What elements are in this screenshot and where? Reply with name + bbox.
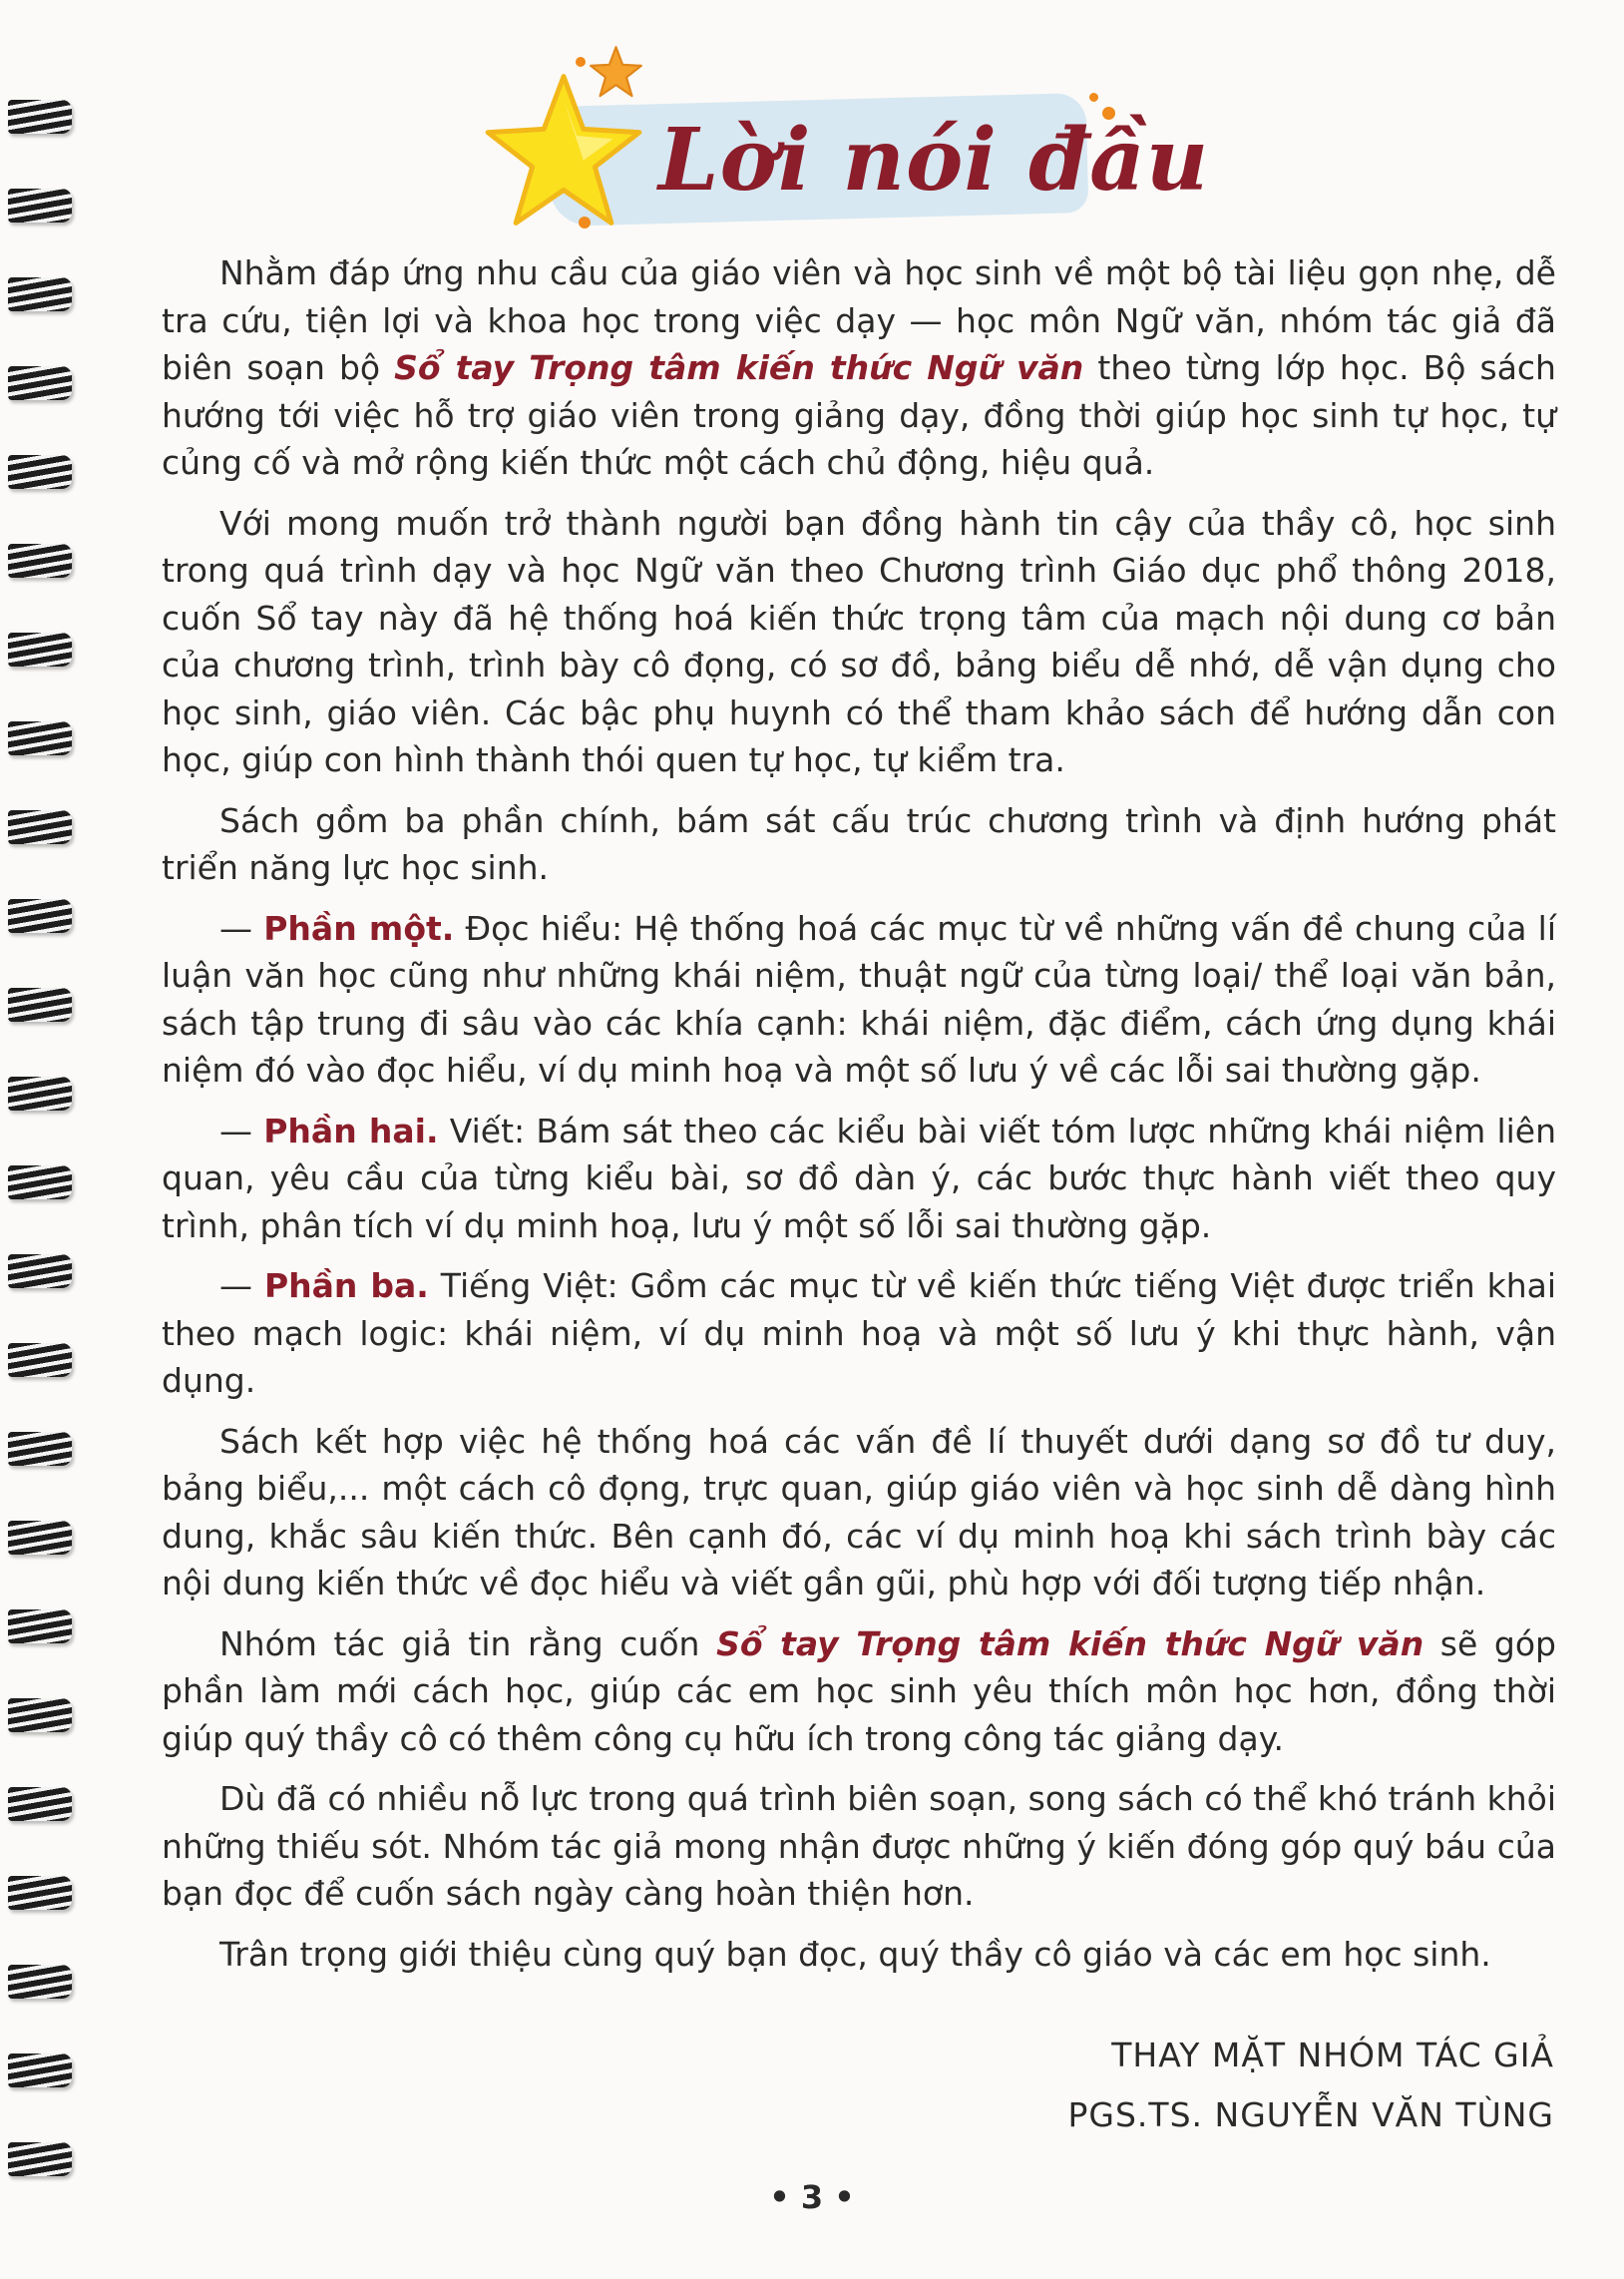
spiral-ring xyxy=(8,2142,72,2176)
spiral-ring xyxy=(8,899,72,933)
paragraph-method: Sách kết hợp việc hệ thống hoá các vấn đề lí thuyết dưới dạng sơ đồ tư duy, bảng biểu,... một cách cô đọng, trực quan, giúp giáo viên và học sinh dễ dàng hình dung, khắc sâu kiến thức. Bên cạnh đó, các ví dụ minh hoạ khi sách trình bày các nội dung kiến thức về đọc hiểu và viết gần gũi, phù hợp với đối tượng tiếp nhận. xyxy=(162,1421,1556,1602)
spiral-ring xyxy=(8,1165,72,1199)
part-label: Phần hai. xyxy=(263,1111,439,1150)
spiral-ring xyxy=(8,455,72,489)
spiral-ring xyxy=(8,544,72,578)
spiral-ring xyxy=(8,988,72,1022)
spiral-ring xyxy=(8,366,72,400)
spiral-ring xyxy=(8,1787,72,1821)
paragraph-text: Tiếng Việt: Gồm các mục từ về kiến thức tiếng Việt được triển khai theo mạch logic: khái niệm, ví dụ minh hoạ và một số lưu ý khi thực hành, vận dụng. xyxy=(162,1266,1557,1400)
page-title: Lời nói đầu xyxy=(658,110,1210,211)
paragraph-feedback: Dù đã có nhiều nỗ lực trong quá trình biên soạn, song sách có thể khó tránh khỏi những thiếu sót. Nhóm tác giả mong nhận được những ý kiến đóng góp quý báu của bạn đọc để cuốn sách ngày càng hoàn thiện hơn. xyxy=(162,1779,1556,1913)
paragraph-part-one xyxy=(162,905,1556,1095)
paragraph-text: Nhóm tác giả tin rằng cuốn xyxy=(219,1623,717,1663)
part-label: Phần một. xyxy=(263,908,455,948)
decor-dot xyxy=(576,57,586,67)
body-text xyxy=(162,249,1556,1991)
paragraph-structure: Sách gồm ba phần chính, bám sát cấu trúc chương trình và định hướng phát triển năng lực học sinh. xyxy=(162,800,1556,887)
dash: — xyxy=(219,908,264,948)
decor-dot xyxy=(1089,93,1098,102)
paragraph-intro xyxy=(162,249,1556,487)
page-number: • 3 • xyxy=(769,2178,855,2216)
spiral-ring xyxy=(8,189,72,223)
spiral-ring xyxy=(8,633,72,667)
part-label: Phần ba. xyxy=(263,1266,429,1305)
spiral-ring xyxy=(8,1432,72,1466)
paragraph-part-three xyxy=(162,1262,1556,1405)
spiral-ring xyxy=(8,810,72,844)
book-title-highlight: Sổ tay Trọng tâm kiến thức Ngữ văn xyxy=(394,348,1084,387)
decor-dot xyxy=(579,217,591,228)
paragraph-text: Viết: Bám sát theo các kiểu bài viết tóm lược những khái niệm liên quan, yêu cầu của từng kiểu bài, sơ đồ dàn ý, các bước thực hành viết theo quy trình, phân tích ví dụ minh hoạ, lưu ý một số lỗi sai thường gặp. xyxy=(162,1111,1557,1245)
spiral-ring xyxy=(8,277,72,311)
spiral-binding xyxy=(0,100,90,2225)
signature-line-2: PGS.TS. NGUYỄN VĂN TÙNG xyxy=(1067,2095,1554,2134)
title-header xyxy=(479,45,1210,234)
spiral-ring xyxy=(8,1609,72,1643)
spiral-ring xyxy=(8,1077,72,1111)
spiral-ring xyxy=(8,1698,72,1732)
spiral-ring xyxy=(8,1521,72,1555)
small-star-icon xyxy=(589,45,643,100)
paragraph-part-two xyxy=(162,1108,1556,1250)
spiral-ring xyxy=(8,1254,72,1288)
paragraph-text: theo từng lớp học. Bộ sách hướng tới việc hỗ trợ giáo viên trong giảng dạy, đồng thời giúp học sinh tự học, tự củng cố và mở rộng kiến thức một cách chủ động, hiệu quả. xyxy=(162,348,1556,482)
spiral-ring xyxy=(8,721,72,755)
paragraph-purpose: Với mong muốn trở thành người bạn đồng hành tin cậy của thầy cô, học sinh trong quá trình dạy và học Ngữ văn theo Chương trình Giáo dục phổ thông 2018, cuốn Sổ tay này đã hệ thống hoá kiến thức trọng tâm của mạch nội dung cơ bản của chương trình, trình bày cô đọng, có sơ đồ, bảng biểu dễ nhớ, dễ vận dụng cho học sinh, giáo viên. Các bậc phụ huynh có thể tham khảo sách để hướng dẫn con học, giúp con hình thành thói quen tự học, tự kiểm tra. xyxy=(162,503,1556,779)
paragraph-text: Nhằm đáp ứng nhu cầu của giáo viên và học sinh về một bộ tài liệu gọn nhẹ, dễ tra cứu, tiện lợi và khoa học trong việc dạy — học môn Ngữ văn, nhóm tác giả đã biên soạn bộ xyxy=(162,253,1556,387)
signature-line-1: THAY MẶT NHÓM TÁC GIẢ xyxy=(1111,2036,1554,2074)
dash: — xyxy=(219,1266,264,1305)
paragraph-text: Đọc hiểu: Hệ thống hoá các mục từ về những vấn đề chung của lí luận văn học cũng như những khái niệm, thuật ngữ của từng loại/ thể loại văn bản, sách tập trung đi sâu vào các khía cạnh: khái niệm, đặc điểm, cách ứng dụng khái niệm đó vào đọc hiểu, ví dụ minh hoạ và một số lưu ý về các lỗi sai thường gặp. xyxy=(162,908,1556,1090)
dash: — xyxy=(219,1111,264,1150)
spiral-ring xyxy=(8,1876,72,1910)
spiral-ring xyxy=(8,1343,72,1377)
book-title-highlight: Sổ tay Trọng tâm kiến thức Ngữ văn xyxy=(716,1623,1424,1663)
paragraph-text: sẽ góp phần làm mới cách học, giúp các em học sinh yêu thích môn học hơn, đồng thời giúp quý thầy cô có thêm công cụ hữu ích trong công tác giảng dạy. xyxy=(162,1623,1556,1758)
spiral-ring xyxy=(8,2053,72,2087)
paragraph-belief xyxy=(162,1620,1556,1763)
spiral-ring xyxy=(8,100,72,134)
spiral-ring xyxy=(8,1965,72,1999)
paragraph-closing: Trân trọng giới thiệu cùng quý bạn đọc, quý thầy cô giáo và các em học sinh. xyxy=(219,1934,1491,1974)
